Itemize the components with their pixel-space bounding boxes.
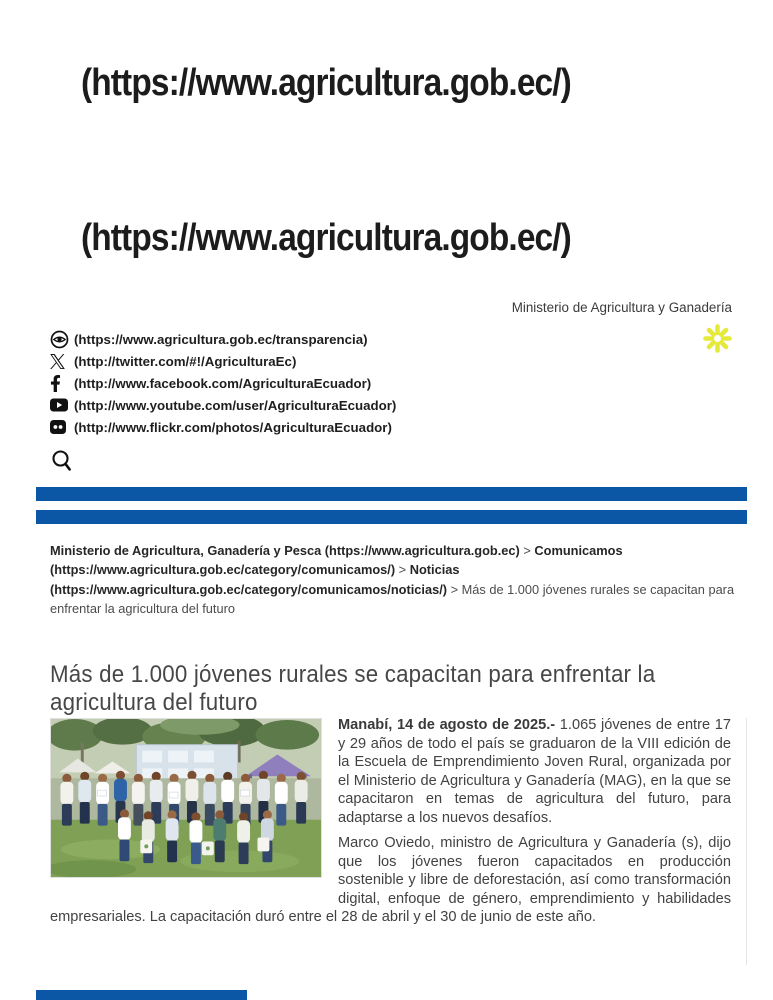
breadcrumb-separator: > [395, 562, 410, 578]
social-link-facebook[interactable] [50, 372, 396, 394]
social-link-youtube[interactable] [50, 394, 396, 416]
social-link-label: (http://twitter.com/#!/AgriculturaEc) [74, 353, 297, 369]
facebook-icon [50, 375, 70, 392]
social-link-flickr[interactable] [50, 416, 396, 438]
breadcrumb-current-page: Más de 1.000 jóvenes rurales se capacitan para enfrentar la agricultura del futuro [50, 581, 735, 617]
breadcrumb-separator: > [519, 543, 535, 558]
flickr-icon [50, 420, 70, 434]
social-link-label: (http://www.facebook.com/AgriculturaEcuador) [74, 375, 372, 391]
footer-blue-bar [36, 990, 247, 1000]
social-link-twitter[interactable] [50, 350, 396, 372]
article-dateline: Manabí, 14 de agosto de 2025.- [338, 717, 560, 733]
yellow-asterisk-spinner-icon [702, 323, 733, 354]
ministry-name: Ministerio de Agricultura y Ganadería [511, 300, 732, 315]
breadcrumb-separator: > [447, 581, 462, 597]
breadcrumb-link-noticias[interactable]: Noticias (https://www.agricultura.gob.ec/category/comunicamos/noticias/) [50, 562, 460, 597]
article-paragraph-1: Manabí, 14 de agosto de 2025.- 1.065 jóvenes de entre 17 y 29 años de todo el país se graduaron de la VIII edición de la Escuela de Emprendimiento Joven Rural, organizada por el Ministerio de Agricultura y Ganadería (MAG), en la que se capacitaron en temas de agricultura del futuro, para adaptarse a los nuevos desafíos. [338, 717, 731, 826]
blue-divider-bar-bottom [36, 510, 747, 524]
social-link-label: (http://www.youtube.com/user/AgriculturaEcuador) [74, 397, 397, 413]
site-logo-link-top[interactable]: (https://www.agricultura.gob.ec/) [81, 62, 571, 104]
blue-divider-bar-top [36, 487, 747, 501]
breadcrumb-link-comunicamos[interactable]: Comunicamos (https://www.agricultura.gob.ec/category/comunicamos/) [50, 543, 623, 578]
transparency-eye-icon [50, 330, 70, 349]
breadcrumb [50, 541, 750, 619]
twitter-x-icon [50, 354, 70, 369]
social-link-label: (https://www.agricultura.gob.ec/transparencia) [74, 331, 368, 347]
page-title: Más de 1.000 jóvenes rurales se capacitan para enfrentar la agricultura del futuro [50, 661, 656, 716]
article-paragraph-2: Marco Oviedo, ministro de Agricultura y Ganadería (s), dijo que los jóvenes fueron capacitados en producción sostenible y libre de deforestación, así como transformación digital, enfoque de género, emprendimiento y habilidades empresariales. La capacitación duró entre el 28 de abril y el 30 de junio de este año. [50, 835, 731, 925]
article-body [50, 716, 731, 934]
social-link-label: (http://www.flickr.com/photos/AgriculturaEcuador) [74, 419, 392, 435]
search-icon[interactable] [50, 449, 75, 475]
article-photo [50, 718, 322, 878]
social-link-transparencia[interactable] [50, 328, 396, 350]
article-column-border [746, 718, 747, 965]
youtube-icon [50, 398, 70, 412]
site-logo-link-second[interactable]: (https://www.agricultura.gob.ec/) [81, 217, 571, 259]
social-links-list [50, 328, 396, 438]
breadcrumb-link-home[interactable]: Ministerio de Agricultura, Ganadería y Pesca (https://www.agricultura.gob.ec) [50, 543, 520, 558]
